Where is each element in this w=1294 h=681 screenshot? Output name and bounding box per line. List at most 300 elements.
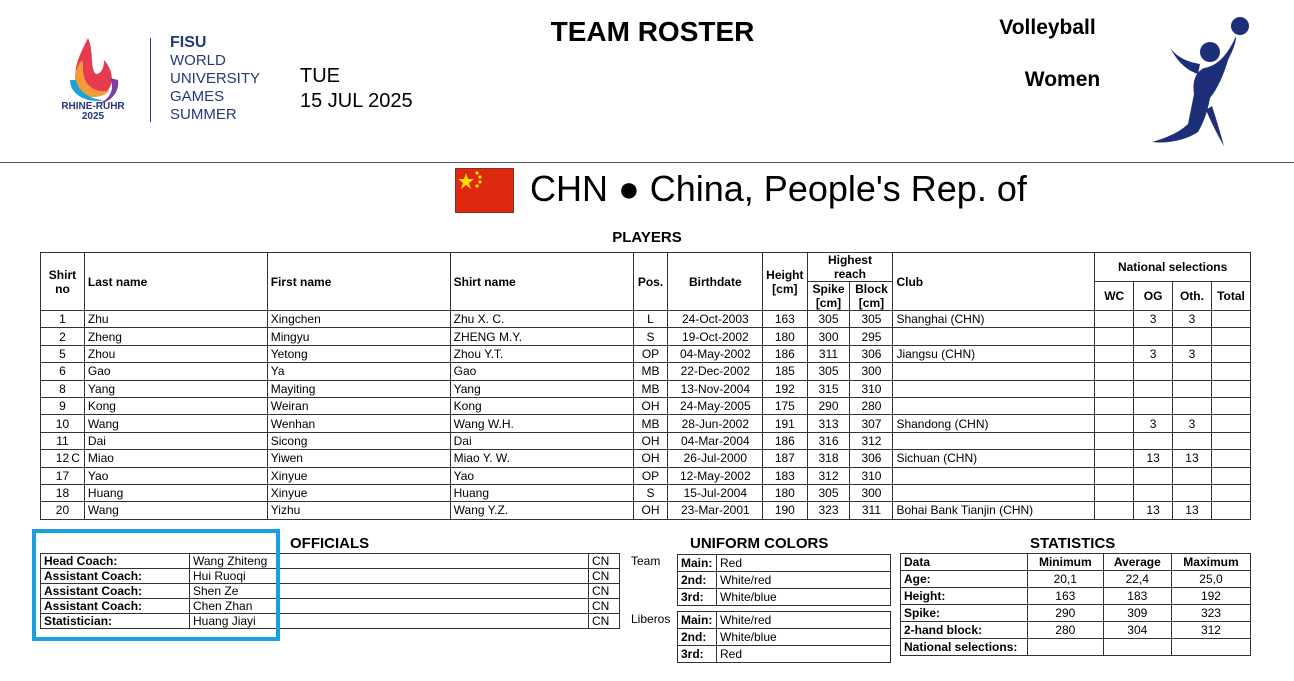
last-name: Zhou	[84, 345, 267, 362]
flame-icon	[60, 30, 150, 110]
og: 13	[1134, 502, 1173, 519]
first-name: Wenhan	[267, 415, 450, 432]
uniform-row	[678, 589, 891, 606]
official-role: Assistant Coach:	[41, 599, 190, 614]
player-row	[41, 432, 1251, 449]
og	[1134, 467, 1173, 484]
last-name: Dai	[84, 432, 267, 449]
officials-section-title: OFFICIALS	[290, 535, 370, 552]
stat-min: 290	[1028, 605, 1104, 622]
statistics-row	[901, 588, 1251, 605]
block: 280	[850, 397, 893, 414]
position: S	[633, 328, 668, 345]
player-row	[41, 450, 1251, 467]
fisu-label: FISU	[170, 34, 207, 51]
club: Jiangsu (CHN)	[893, 345, 1095, 362]
total	[1211, 397, 1250, 414]
stat-max	[1171, 639, 1250, 656]
stat-min: 20,1	[1028, 571, 1104, 588]
official-role: Statistician:	[41, 614, 190, 629]
position: OH	[633, 450, 668, 467]
last-name: Kong	[84, 397, 267, 414]
birthdate: 24-Oct-2003	[668, 311, 763, 328]
uniform-row	[678, 572, 891, 589]
oth: 13	[1173, 502, 1212, 519]
wc	[1095, 363, 1134, 380]
first-name: Yizhu	[267, 502, 450, 519]
official-name: Hui Ruoqi	[190, 569, 589, 584]
header-club: Club	[893, 253, 1095, 311]
total	[1211, 345, 1250, 362]
shirt-no: 20	[55, 503, 70, 518]
uniform-color: White/red	[717, 612, 891, 629]
header-pos: Pos.	[633, 253, 668, 311]
total	[1211, 502, 1250, 519]
uniform-kit: Main:	[678, 555, 717, 572]
statistics-table-body	[901, 571, 1251, 656]
shirt-no-cell	[41, 502, 85, 519]
shirt-no: 1	[59, 312, 66, 327]
club	[893, 328, 1095, 345]
birthdate: 15-Jul-2004	[668, 484, 763, 501]
stat-label: 2-hand block:	[901, 622, 1028, 639]
official-nation: CN	[589, 584, 620, 599]
oth	[1173, 467, 1212, 484]
og: 3	[1134, 345, 1173, 362]
stat-avg	[1103, 639, 1171, 656]
total	[1211, 363, 1250, 380]
shirt-no-cell	[41, 397, 85, 414]
position: MB	[633, 415, 668, 432]
shirt-name: Wang Y.Z.	[450, 502, 633, 519]
event-line: SUMMER	[170, 106, 237, 123]
position: S	[633, 484, 668, 501]
header-last-name: Last name	[84, 253, 267, 311]
height: 163	[763, 311, 807, 328]
oth	[1173, 432, 1212, 449]
shirt-no-cell	[41, 363, 85, 380]
stats-header-max: Maximum	[1171, 554, 1250, 571]
total	[1211, 432, 1250, 449]
uniform-kit: Main:	[678, 612, 717, 629]
stat-min: 280	[1028, 622, 1104, 639]
shirt-name: Miao Y. W.	[450, 450, 633, 467]
event-line: WORLD	[170, 52, 226, 69]
shirt-no: 5	[59, 346, 66, 361]
shirt-no: 2	[59, 329, 66, 344]
shirt-no-cell	[41, 467, 85, 484]
club: Shanghai (CHN)	[893, 311, 1095, 328]
page-title: TEAM ROSTER	[550, 16, 755, 47]
height: 191	[763, 415, 807, 432]
player-row	[41, 311, 1251, 328]
last-name: Wang	[84, 415, 267, 432]
first-name: Yiwen	[267, 450, 450, 467]
official-nation: CN	[589, 614, 620, 629]
shirt-no-cell	[41, 432, 85, 449]
wc	[1095, 311, 1134, 328]
last-name: Gao	[84, 363, 267, 380]
first-name: Xinyue	[267, 484, 450, 501]
height: 183	[763, 467, 807, 484]
uniform-row	[678, 555, 891, 572]
uniform-color: White/blue	[717, 629, 891, 646]
position: OP	[633, 467, 668, 484]
player-row	[41, 415, 1251, 432]
block: 312	[850, 432, 893, 449]
country-name: CHN ● China, People's Rep. of	[530, 168, 1027, 209]
header-block: Block [cm]	[850, 282, 893, 311]
official-name: Wang Zhiteng	[190, 554, 589, 569]
sport-label: Volleyball	[999, 16, 1096, 39]
last-name: Zheng	[84, 328, 267, 345]
shirt-no: 6	[59, 364, 66, 379]
total	[1211, 415, 1250, 432]
position: MB	[633, 363, 668, 380]
shirt-no: 17	[55, 468, 70, 483]
spike: 305	[807, 484, 850, 501]
player-row	[41, 467, 1251, 484]
header-highest-reach: Highest reach	[807, 253, 893, 282]
og	[1134, 397, 1173, 414]
official-nation: CN	[589, 599, 620, 614]
oth	[1173, 363, 1212, 380]
spike: 305	[807, 311, 850, 328]
official-role: Assistant Coach:	[41, 584, 190, 599]
stat-min	[1028, 639, 1104, 656]
total	[1211, 450, 1250, 467]
player-row	[41, 345, 1251, 362]
uniform-color: Red	[717, 555, 891, 572]
official-role: Assistant Coach:	[41, 569, 190, 584]
og: 13	[1134, 450, 1173, 467]
oth	[1173, 380, 1212, 397]
first-name: Mayiting	[267, 380, 450, 397]
wc	[1095, 328, 1134, 345]
event-line: GAMES	[170, 88, 225, 105]
birthdate: 12-May-2002	[668, 467, 763, 484]
og	[1134, 363, 1173, 380]
stat-label: Height:	[901, 588, 1028, 605]
shirt-no: 11	[56, 433, 69, 448]
header-national-selections: National selections	[1095, 253, 1251, 282]
height: 190	[763, 502, 807, 519]
og: 3	[1134, 415, 1173, 432]
shirt-name: Yao	[450, 467, 633, 484]
club: Sichuan (CHN)	[893, 450, 1095, 467]
oth: 3	[1173, 311, 1212, 328]
shirt-name: Yang	[450, 380, 633, 397]
og	[1134, 484, 1173, 501]
statistics-section-title: STATISTICS	[1030, 535, 1116, 552]
official-name: Chen Zhan	[190, 599, 589, 614]
block: 310	[850, 380, 893, 397]
spike: 311	[807, 345, 850, 362]
team-label: Team	[631, 554, 661, 568]
player-row	[41, 363, 1251, 380]
official-role: Head Coach:	[41, 554, 190, 569]
event-line: UNIVERSITY	[170, 70, 261, 87]
china-flag-icon	[455, 168, 514, 213]
players-section-title: PLAYERS	[612, 229, 682, 246]
club	[893, 484, 1095, 501]
height: 186	[763, 432, 807, 449]
header-first-name: First name	[267, 253, 450, 311]
og	[1134, 380, 1173, 397]
shirt-no-cell	[41, 345, 85, 362]
wc	[1095, 502, 1134, 519]
stat-max: 25,0	[1171, 571, 1250, 588]
shirt-no-cell	[41, 484, 85, 501]
stat-label: National selections:	[901, 639, 1028, 656]
club	[893, 380, 1095, 397]
block: 300	[850, 484, 893, 501]
total	[1211, 380, 1250, 397]
spike: 300	[807, 328, 850, 345]
wc	[1095, 415, 1134, 432]
spike: 323	[807, 502, 850, 519]
oth	[1173, 397, 1212, 414]
statistics-row	[901, 639, 1251, 656]
player-row	[41, 397, 1251, 414]
birthdate: 28-Jun-2002	[668, 415, 763, 432]
stat-label: Age:	[901, 571, 1028, 588]
shirt-name: Zhu X. C.	[450, 311, 633, 328]
og	[1134, 432, 1173, 449]
players-table-body	[41, 311, 1251, 520]
oth	[1173, 484, 1212, 501]
birthdate: 26-Jul-2000	[668, 450, 763, 467]
header-height: Height [cm]	[763, 253, 807, 311]
uniform-color: Red	[717, 646, 891, 663]
block: 311	[850, 502, 893, 519]
shirt-no-cell	[41, 380, 85, 397]
club	[893, 363, 1095, 380]
wc	[1095, 397, 1134, 414]
volleyball-player-icon	[1148, 14, 1258, 149]
oth: 3	[1173, 345, 1212, 362]
header-wc: WC	[1095, 282, 1134, 311]
oth	[1173, 328, 1212, 345]
shirt-name: Huang	[450, 484, 633, 501]
stats-header-avg: Average	[1103, 554, 1171, 571]
shirt-no: 12	[55, 451, 70, 466]
position: MB	[633, 380, 668, 397]
height: 185	[763, 363, 807, 380]
club	[893, 432, 1095, 449]
date-day: TUE	[300, 65, 340, 87]
position: OH	[633, 502, 668, 519]
shirt-no-cell	[41, 450, 85, 467]
spike: 313	[807, 415, 850, 432]
club	[893, 397, 1095, 414]
statistics-row	[901, 605, 1251, 622]
shirt-no-cell	[41, 328, 85, 345]
official-name: Shen Ze	[190, 584, 589, 599]
stat-label: Spike:	[901, 605, 1028, 622]
total	[1211, 328, 1250, 345]
header-birthdate: Birthdate	[668, 253, 763, 311]
height: 192	[763, 380, 807, 397]
first-name: Weiran	[267, 397, 450, 414]
shirt-name: Kong	[450, 397, 633, 414]
block: 305	[850, 311, 893, 328]
uniform-kit: 2nd:	[678, 629, 717, 646]
oth: 3	[1173, 415, 1212, 432]
spike: 312	[807, 467, 850, 484]
block: 300	[850, 363, 893, 380]
shirt-no: 9	[59, 399, 66, 414]
block: 306	[850, 345, 893, 362]
spike: 315	[807, 380, 850, 397]
shirt-no-cell	[41, 311, 85, 328]
first-name: Yetong	[267, 345, 450, 362]
uniform-kit: 2nd:	[678, 572, 717, 589]
stat-min: 163	[1028, 588, 1104, 605]
wc	[1095, 484, 1134, 501]
wc	[1095, 432, 1134, 449]
stat-avg: 304	[1103, 622, 1171, 639]
host-name: RHINE-RUHR	[61, 101, 125, 112]
first-name: Sicong	[267, 432, 450, 449]
position: OH	[633, 432, 668, 449]
height: 180	[763, 484, 807, 501]
gender-label: Women	[1024, 68, 1101, 91]
last-name: Zhu	[84, 311, 267, 328]
host-year: 2025	[81, 111, 105, 122]
player-row	[41, 484, 1251, 501]
birthdate: 22-Dec-2002	[668, 363, 763, 380]
spike: 316	[807, 432, 850, 449]
club	[893, 467, 1095, 484]
block: 310	[850, 467, 893, 484]
total	[1211, 467, 1250, 484]
players-table	[40, 252, 1251, 520]
birthdate: 23-Mar-2001	[668, 502, 763, 519]
og	[1134, 328, 1173, 345]
uniform-row	[678, 629, 891, 646]
uniform-section-title: UNIFORM COLORS	[690, 535, 829, 552]
first-name: Xinyue	[267, 467, 450, 484]
stat-max: 312	[1171, 622, 1250, 639]
logo-divider	[150, 38, 151, 122]
shirt-name: ZHENG M.Y.	[450, 328, 633, 345]
height: 180	[763, 328, 807, 345]
position: L	[633, 311, 668, 328]
last-name: Huang	[84, 484, 267, 501]
height: 187	[763, 450, 807, 467]
last-name: Wang	[84, 502, 267, 519]
shirt-name: Wang W.H.	[450, 415, 633, 432]
shirt-name: Dai	[450, 432, 633, 449]
header-spike: Spike [cm]	[807, 282, 850, 311]
fisu-wordmark	[170, 34, 260, 124]
spike: 318	[807, 450, 850, 467]
wc	[1095, 450, 1134, 467]
header-total: Total	[1211, 282, 1250, 311]
shirt-no: 18	[55, 486, 70, 501]
host-label	[58, 102, 128, 122]
date: 15 JUL 2025	[300, 90, 413, 112]
club: Shandong (CHN)	[893, 415, 1095, 432]
liberos-uniform-body	[678, 612, 891, 663]
uniform-kit: 3rd:	[678, 589, 717, 606]
stats-header-min: Minimum	[1028, 554, 1104, 571]
spike: 305	[807, 363, 850, 380]
shirt-name: Gao	[450, 363, 633, 380]
first-name: Xingchen	[267, 311, 450, 328]
first-name: Mingyu	[267, 328, 450, 345]
oth: 13	[1173, 450, 1212, 467]
shirt-no-cell	[41, 415, 85, 432]
birthdate: 13-Nov-2004	[668, 380, 763, 397]
shirt-no: 8	[59, 381, 66, 396]
last-name: Yang	[84, 380, 267, 397]
stats-header-data: Data	[901, 554, 1028, 571]
header-divider	[0, 162, 1294, 163]
player-row	[41, 380, 1251, 397]
stat-max: 192	[1171, 588, 1250, 605]
first-name: Ya	[267, 363, 450, 380]
height: 186	[763, 345, 807, 362]
uniform-color: White/blue	[717, 589, 891, 606]
spike: 290	[807, 397, 850, 414]
team-uniform-body	[678, 555, 891, 606]
liberos-uniform-table	[677, 611, 891, 663]
stat-avg: 22,4	[1103, 571, 1171, 588]
captain-mark: C	[71, 451, 80, 466]
official-name: Huang Jiayi	[190, 614, 589, 629]
player-row	[41, 328, 1251, 345]
wc	[1095, 380, 1134, 397]
birthdate: 19-Oct-2002	[668, 328, 763, 345]
og: 3	[1134, 311, 1173, 328]
block: 306	[850, 450, 893, 467]
birthdate: 24-May-2005	[668, 397, 763, 414]
official-nation: CN	[589, 569, 620, 584]
shirt-no: 10	[55, 416, 70, 431]
official-nation: CN	[589, 554, 620, 569]
officials-highlight-box	[32, 529, 280, 641]
stat-max: 323	[1171, 605, 1250, 622]
header-shirt-no: Shirt no	[41, 253, 85, 311]
height: 175	[763, 397, 807, 414]
birthdate: 04-May-2002	[668, 345, 763, 362]
player-row	[41, 502, 1251, 519]
uniform-color: White/red	[717, 572, 891, 589]
statistics-row	[901, 622, 1251, 639]
block: 307	[850, 415, 893, 432]
header-og: OG	[1134, 282, 1173, 311]
club: Bohai Bank Tianjin (CHN)	[893, 502, 1095, 519]
uniform-kit: 3rd:	[678, 646, 717, 663]
uniform-row	[678, 612, 891, 629]
uniform-row	[678, 646, 891, 663]
position: OP	[633, 345, 668, 362]
last-name: Miao	[84, 450, 267, 467]
wc	[1095, 467, 1134, 484]
stat-avg: 309	[1103, 605, 1171, 622]
stat-avg: 183	[1103, 588, 1171, 605]
liberos-label: Liberos	[631, 612, 671, 626]
statistics-table	[900, 553, 1251, 656]
block: 295	[850, 328, 893, 345]
header-shirt-name: Shirt name	[450, 253, 633, 311]
last-name: Yao	[84, 467, 267, 484]
total	[1211, 484, 1250, 501]
wc	[1095, 345, 1134, 362]
header-oth: Oth.	[1173, 282, 1212, 311]
